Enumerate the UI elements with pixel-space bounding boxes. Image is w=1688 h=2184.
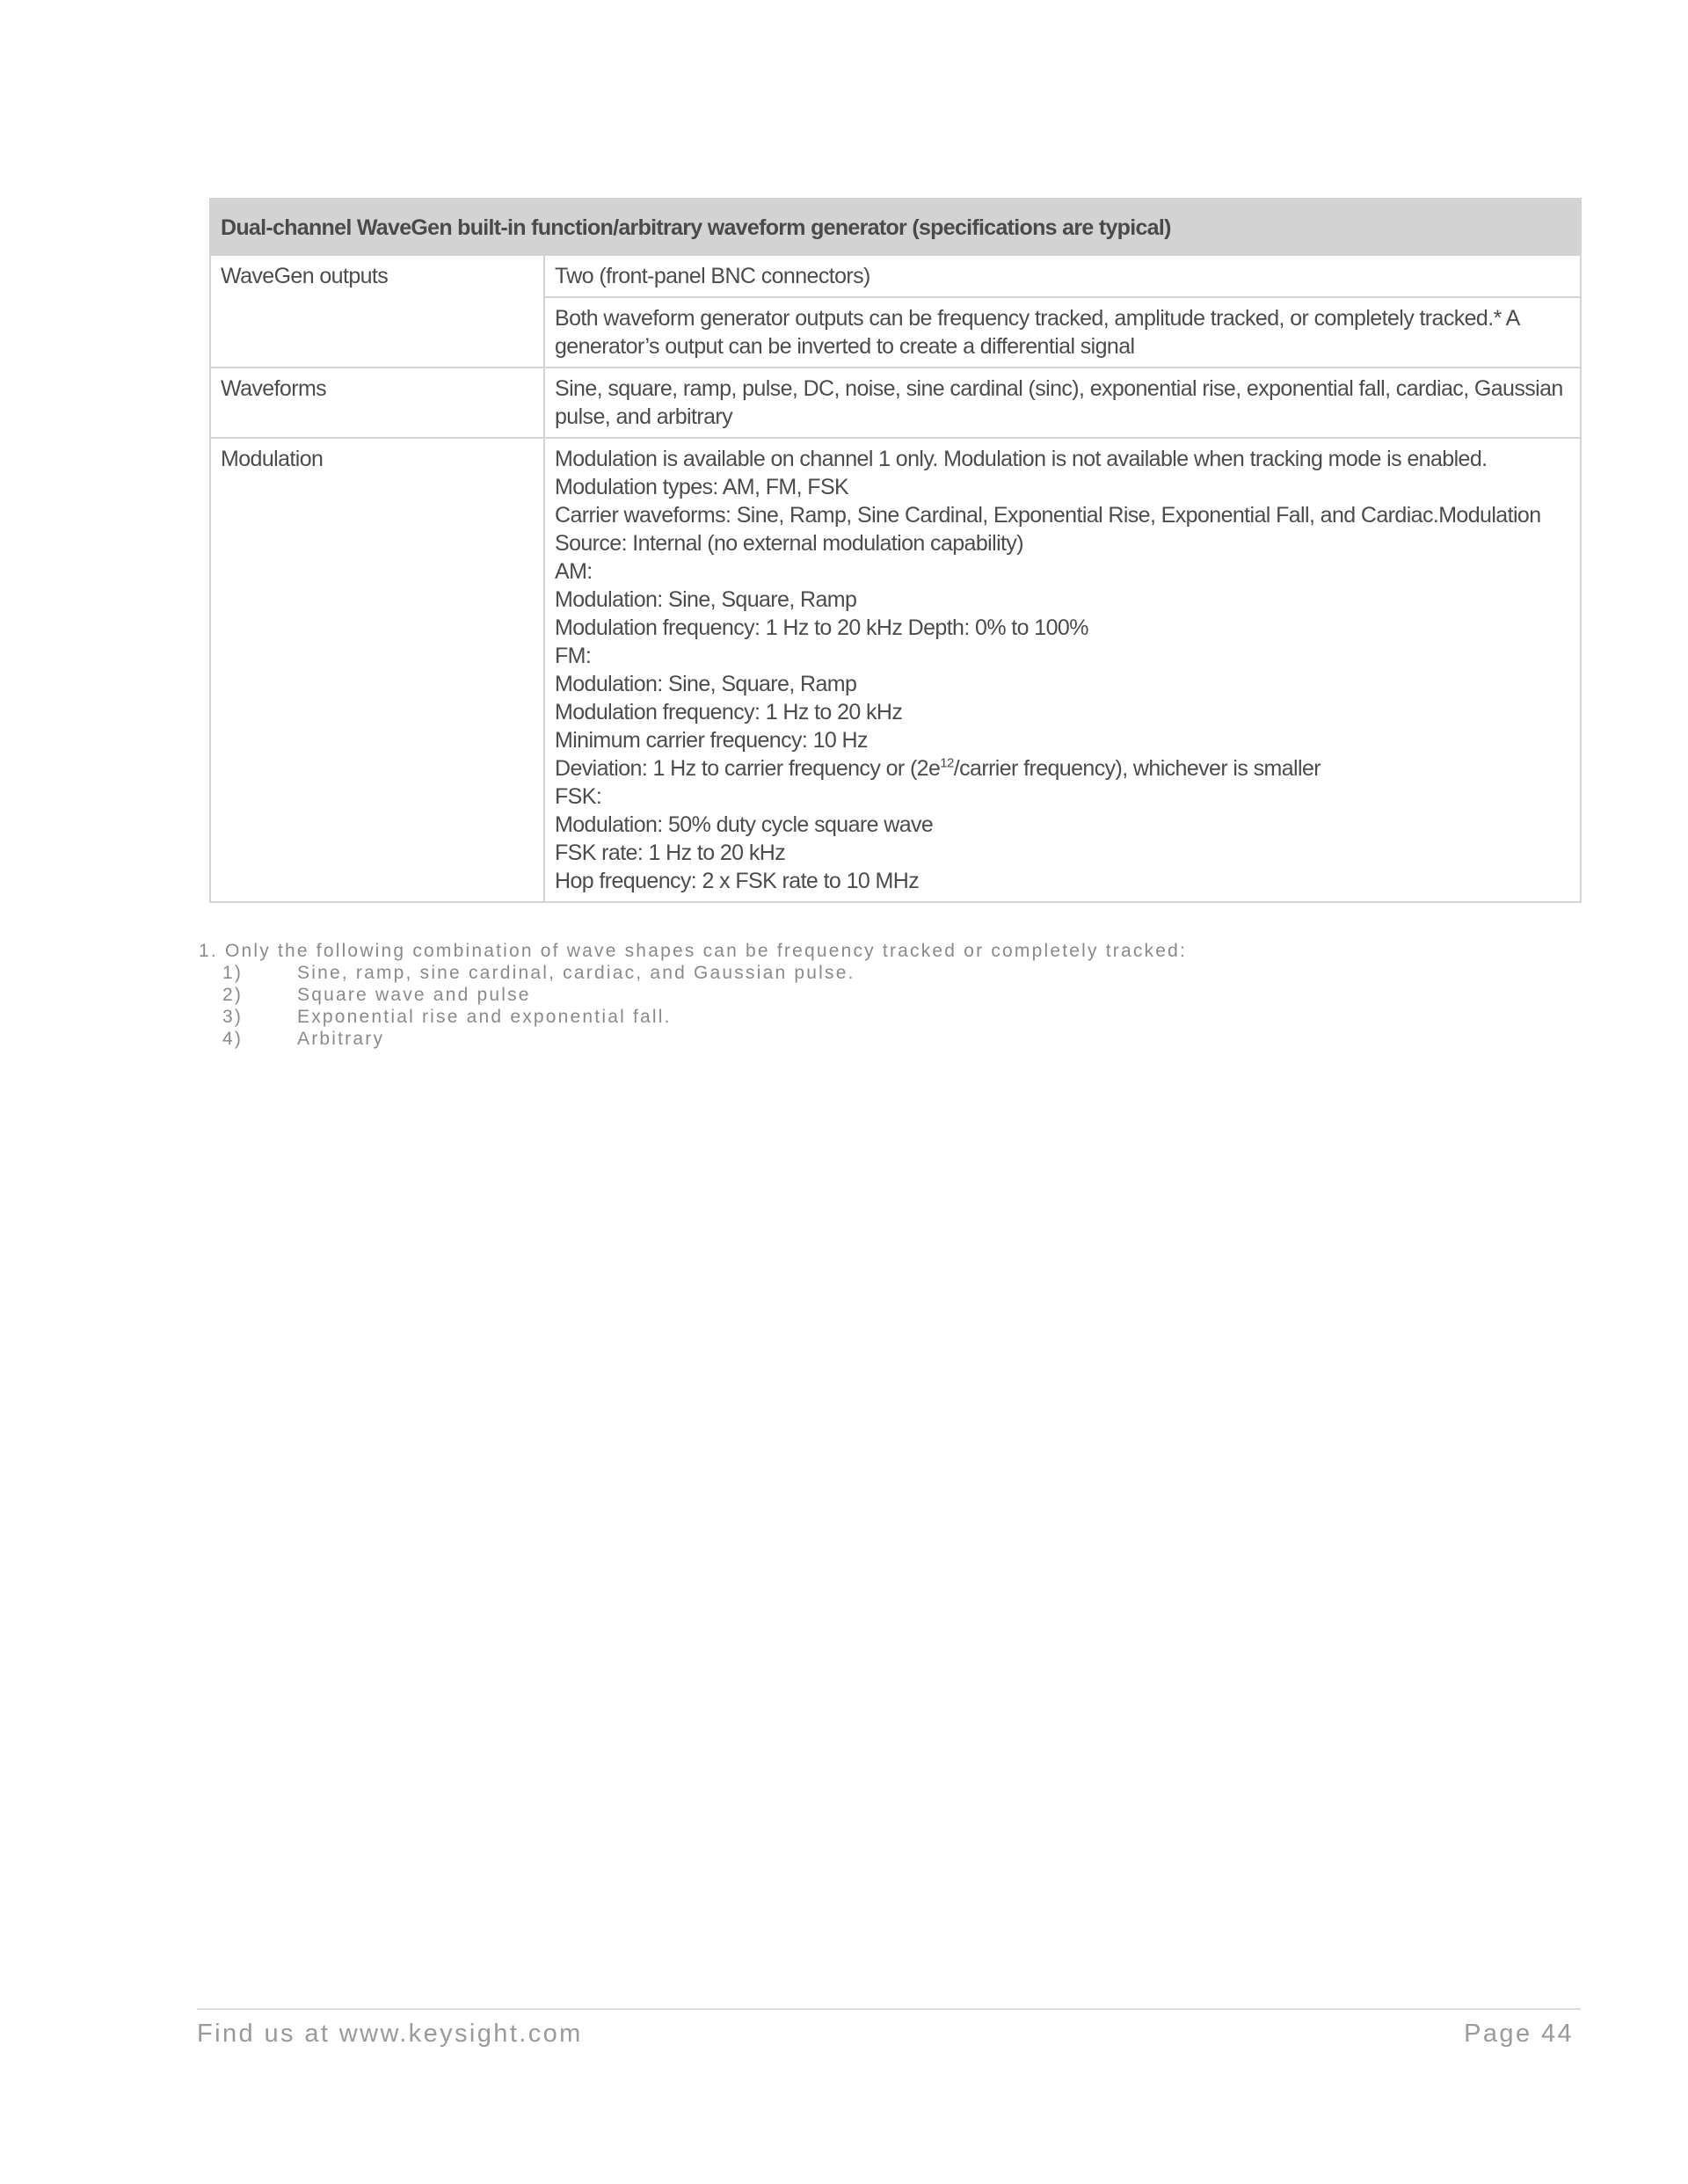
footnote <box>199 940 1570 1050</box>
footer-website[interactable]: Find us at www.keysight.com <box>197 2020 583 2048</box>
table-title-row <box>210 199 1581 255</box>
modulation-line: Hop frequency: 2 x FSK rate to 10 MHz <box>555 869 920 893</box>
row-value-wavegen-outputs-count: Two (front-panel BNC connectors) <box>544 255 1581 297</box>
modulation-line: FM: <box>555 644 592 668</box>
page-number: Page 44 <box>1464 2020 1574 2048</box>
footnote-item-number: 4) <box>222 1029 244 1049</box>
modulation-line: Modulation is available on channel 1 only. Modulation is not available when tracking mode is enabled. Modulation types: AM, FM, FSK <box>555 447 1488 499</box>
spec-table <box>209 198 1582 903</box>
footnote-item-number: 3) <box>222 1007 244 1027</box>
deviation-text: Deviation: 1 Hz to carrier frequency or (2e <box>555 756 941 781</box>
modulation-deviation-line <box>555 754 1570 783</box>
row-label-waveforms: Waveforms <box>210 368 544 438</box>
modulation-line: Modulation frequency: 1 Hz to 20 kHz Depth: 0% to 100% <box>555 615 1088 640</box>
footnote-item-text: Sine, ramp, sine cardinal, cardiac, and Gaussian pulse. <box>297 963 855 983</box>
modulation-line: Minimum carrier frequency: 10 Hz <box>555 728 868 753</box>
modulation-line: AM: <box>555 559 593 584</box>
footnote-heading: 1. Only the following combination of wave shapes can be frequency tracked or completely tracked: <box>199 941 1188 961</box>
table-row <box>210 438 1581 902</box>
footnote-item <box>199 1006 1570 1028</box>
row-label-wavegen-outputs: WaveGen outputs <box>210 255 544 368</box>
deviation-superscript: 12 <box>940 755 954 771</box>
footnote-item-number: 1) <box>222 963 244 983</box>
footnote-item <box>199 984 1570 1006</box>
footnote-item <box>199 962 1570 984</box>
row-value-wavegen-outputs-tracking: Both waveform generator outputs can be frequency tracked, amplitude tracked, or completely tracked.* A generator’s output can be inverted to create a differential signal <box>544 297 1581 368</box>
modulation-line: FSK: <box>555 784 602 809</box>
footnote-item-text: Square wave and pulse <box>297 985 531 1005</box>
modulation-line: Carrier waveforms: Sine, Ramp, Sine Cardinal, Exponential Rise, Exponential Fall, and Cardiac.Modulation Source: Internal (no external modulation capability) <box>555 503 1541 556</box>
modulation-line: Modulation: Sine, Square, Ramp <box>555 587 857 612</box>
modulation-line: Modulation: 50% duty cycle square wave <box>555 812 934 837</box>
footer-divider <box>197 2008 1581 2010</box>
table-title: Dual-channel WaveGen built-in function/arbitrary waveform generator (specifications are typical) <box>210 199 1581 255</box>
table-row <box>210 255 1581 297</box>
modulation-line: Modulation frequency: 1 Hz to 20 kHz <box>555 700 903 724</box>
footnote-item-number: 2) <box>222 985 244 1005</box>
row-label-modulation: Modulation <box>210 438 544 902</box>
row-value-waveforms: Sine, square, ramp, pulse, DC, noise, sine cardinal (sinc), exponential rise, exponential fall, cardiac, Gaussian pulse, and arbitrary <box>544 368 1581 438</box>
row-value-modulation <box>544 438 1581 902</box>
footnote-item-text: Exponential rise and exponential fall. <box>297 1007 672 1027</box>
footnote-item <box>199 1028 1570 1050</box>
modulation-line: Modulation: Sine, Square, Ramp <box>555 672 857 696</box>
deviation-tail: /carrier frequency), whichever is smaller <box>953 756 1321 781</box>
modulation-line: FSK rate: 1 Hz to 20 kHz <box>555 841 786 865</box>
table-row <box>210 368 1581 438</box>
footnote-item-text: Arbitrary <box>297 1029 385 1049</box>
